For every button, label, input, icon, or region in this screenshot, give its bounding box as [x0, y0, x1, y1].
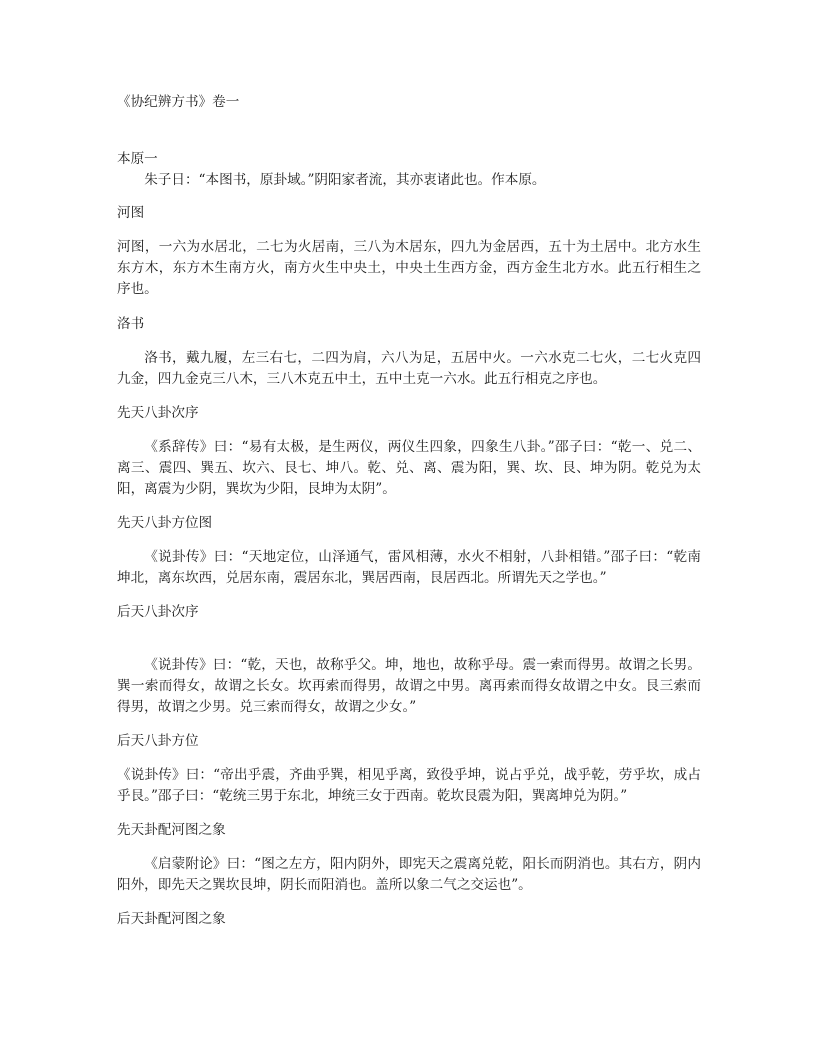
section-paragraph-luoshu: 洛书，戴九履，左三右七，二四为肩，六八为足，五居中火。一六水克二七火，二七火克四九金，四九金克三八木，三八木克五中土，五中土克一六水。此五行相克之序也。: [117, 350, 701, 387]
section-paragraph-xiantian-order: 《系辞传》曰：“易有太极，是生两仪，两仪生四象，四象生八卦。”邵子曰：“乾一、兑二、离三、震四、巽五、坎六、艮七、坤八。乾、兑、离、震为阳，巽、坎、艮、坤为阴。乾兑为太阳，离震为少阴，巽坎为少阳，艮坤为太阴”。: [117, 439, 701, 497]
section-heading-hetu: 河图: [117, 205, 145, 221]
section-heading-houtian-order: 后天八卦次序: [117, 604, 199, 620]
document-page: [117, 92, 701, 930]
section-paragraph-benyuan: 朱子日：“本图书，原卦域。”阴阳家者流，其亦衷诸此也。作本原。: [144, 172, 546, 188]
section-heading-xiantian-order: 先天八卦次序: [117, 405, 199, 421]
document-title: 《协纪辨方书》卷一: [117, 94, 240, 110]
section-heading-houtian-hetu: 后天卦配河图之象: [117, 911, 226, 927]
section-heading-houtian-position: 后天八卦方位: [117, 733, 199, 749]
section-heading-luoshu: 洛书: [117, 316, 145, 332]
section-paragraph-houtian-order: 《说卦传》曰：“乾，天也，故称乎父。坤，地也，故称乎母。震一索而得男。故谓之长男。巽一索而得女，故谓之长女。坎再索而得男，故谓之中男。离再索而得女故谓之中女。艮三索而得男，故谓之少男。兑三索而得女，故谓之少女。”: [117, 657, 701, 715]
section-paragraph-xiantian-position: 《说卦传》曰：“天地定位，山泽通气，雷风相薄，水火不相射，八卦相错。”邵子曰：“乾南坤北，离东坎西，兑居东南，震居东北，巽居西南，艮居西北。所谓先天之学也。”: [117, 549, 701, 586]
section-paragraph-xiantian-hetu: 《启蒙附论》曰：“图之左方，阳内阴外，即宪天之震离兑乾，阳长而阴消也。其右方，阴内阳外，即先天之巽坎艮坤，阴长而阳消也。盖所以象二气之交运也”。: [117, 856, 701, 893]
section-heading-xiantian-position: 先天八卦方位图: [117, 515, 213, 531]
section-heading-xiantian-hetu: 先天卦配河图之象: [117, 822, 226, 838]
section-paragraph-houtian-position: 《说卦传》曰：“帝出乎震，齐曲乎巽，相见乎离，致役乎坤，说占乎兑，战乎乾，劳乎坎，成占乎艮。”邵子曰：“乾统三男于东北，坤统三女于西南。乾坎艮震为阳，巽离坤兑为阴。”: [117, 767, 701, 804]
section-heading-benyuan: 本原一: [117, 151, 158, 167]
section-paragraph-hetu: 河图，一六为水居北，二七为火居南，三八为木居东，四九为金居西，五十为土居中。北方水生东方木，东方木生南方火，南方火生中央土，中央土生西方金，西方金生北方水。此五行相生之序也。: [117, 239, 701, 297]
